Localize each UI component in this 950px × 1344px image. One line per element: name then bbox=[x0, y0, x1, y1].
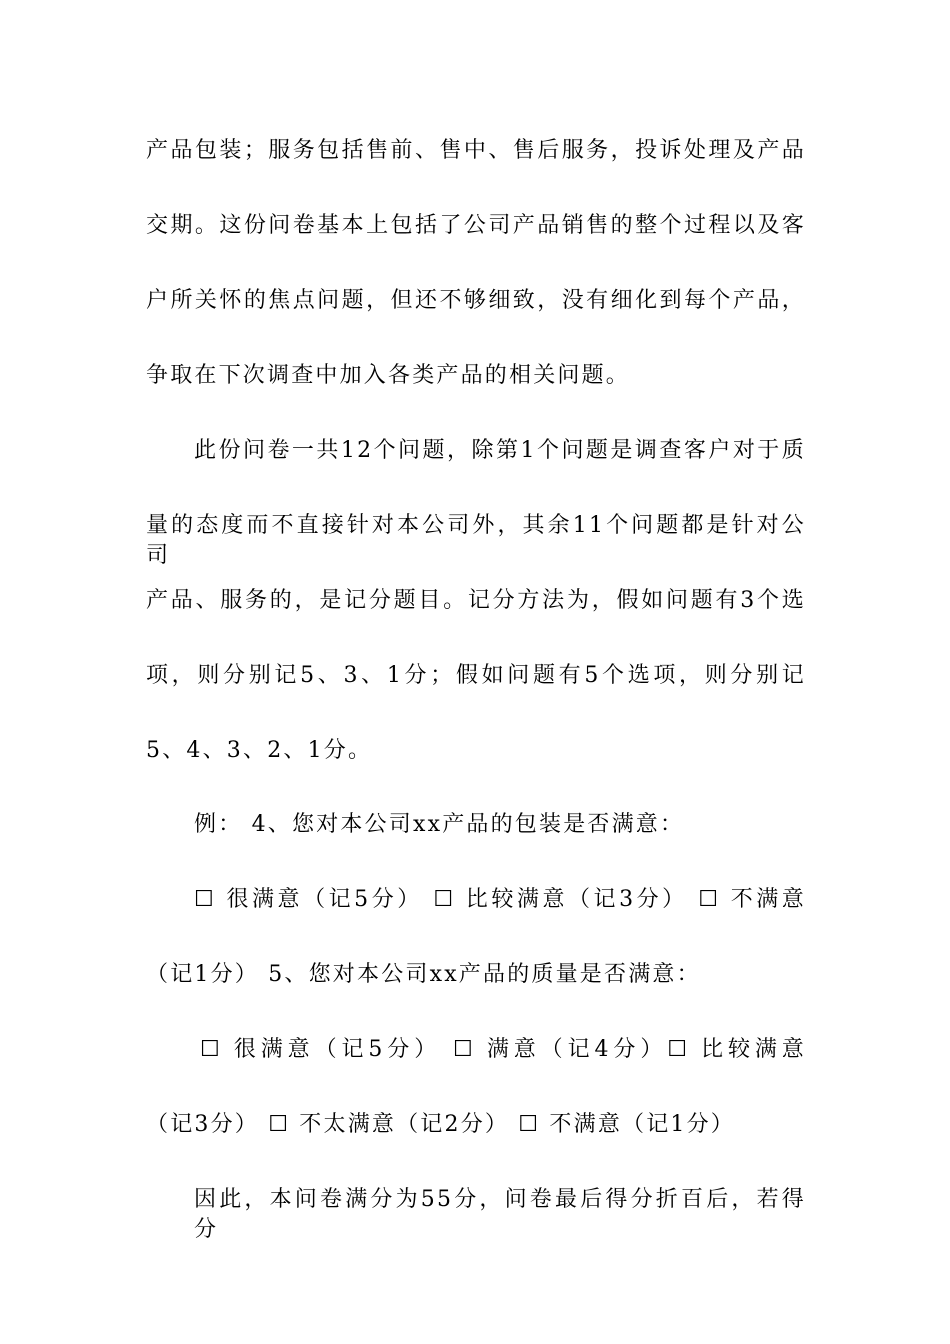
paragraph-line-9: 5、4、3、2、1分。 bbox=[146, 738, 373, 763]
paragraph-line-8: 项，则分别记5、3、1分；假如问题有5个选项，则分别记 bbox=[146, 663, 806, 688]
question-4-options: ☐ 很满意（记5分） ☐ 比较满意（记3分） ☐ 不满意 bbox=[194, 887, 806, 912]
paragraph-line-6: 量的态度而不直接针对本公司外，其余11个问题都是针对公司 bbox=[146, 513, 806, 568]
paragraph-line-2: 交期。这份问卷基本上包括了公司产品销售的整个过程以及客 bbox=[146, 213, 806, 238]
question-5-options: ☐ 很满意（记5分） ☐ 满意（记4分）☐ 比较满意 bbox=[200, 1037, 806, 1062]
paragraph-line-7: 产品、服务的，是记分题目。记分方法为，假如问题有3个选 bbox=[146, 588, 806, 613]
paragraph-line-conclusion: 因此，本问卷满分为55分，问卷最后得分折百后，若得分 bbox=[194, 1187, 806, 1242]
paragraph-line-5: 此份问卷一共12个问题，除第1个问题是调查客户对于质 bbox=[194, 438, 806, 463]
question-5-options-cont: （记3分） ☐ 不太满意（记2分） ☐ 不满意（记1分） bbox=[146, 1112, 736, 1137]
paragraph-line-3: 户所关怀的焦点问题，但还不够细致，没有细化到每个产品， bbox=[146, 288, 806, 313]
question-5-line: （记1分） 5、您对本公司xx产品的质量是否满意： bbox=[146, 962, 701, 987]
example-question-4: 例： 4、您对本公司xx产品的包装是否满意： bbox=[194, 812, 685, 837]
paragraph-line-4: 争取在下次调查中加入各类产品的相关问题。 bbox=[146, 363, 631, 388]
paragraph-line-1: 产品包装；服务包括售前、售中、售后服务，投诉处理及产品 bbox=[146, 138, 806, 163]
